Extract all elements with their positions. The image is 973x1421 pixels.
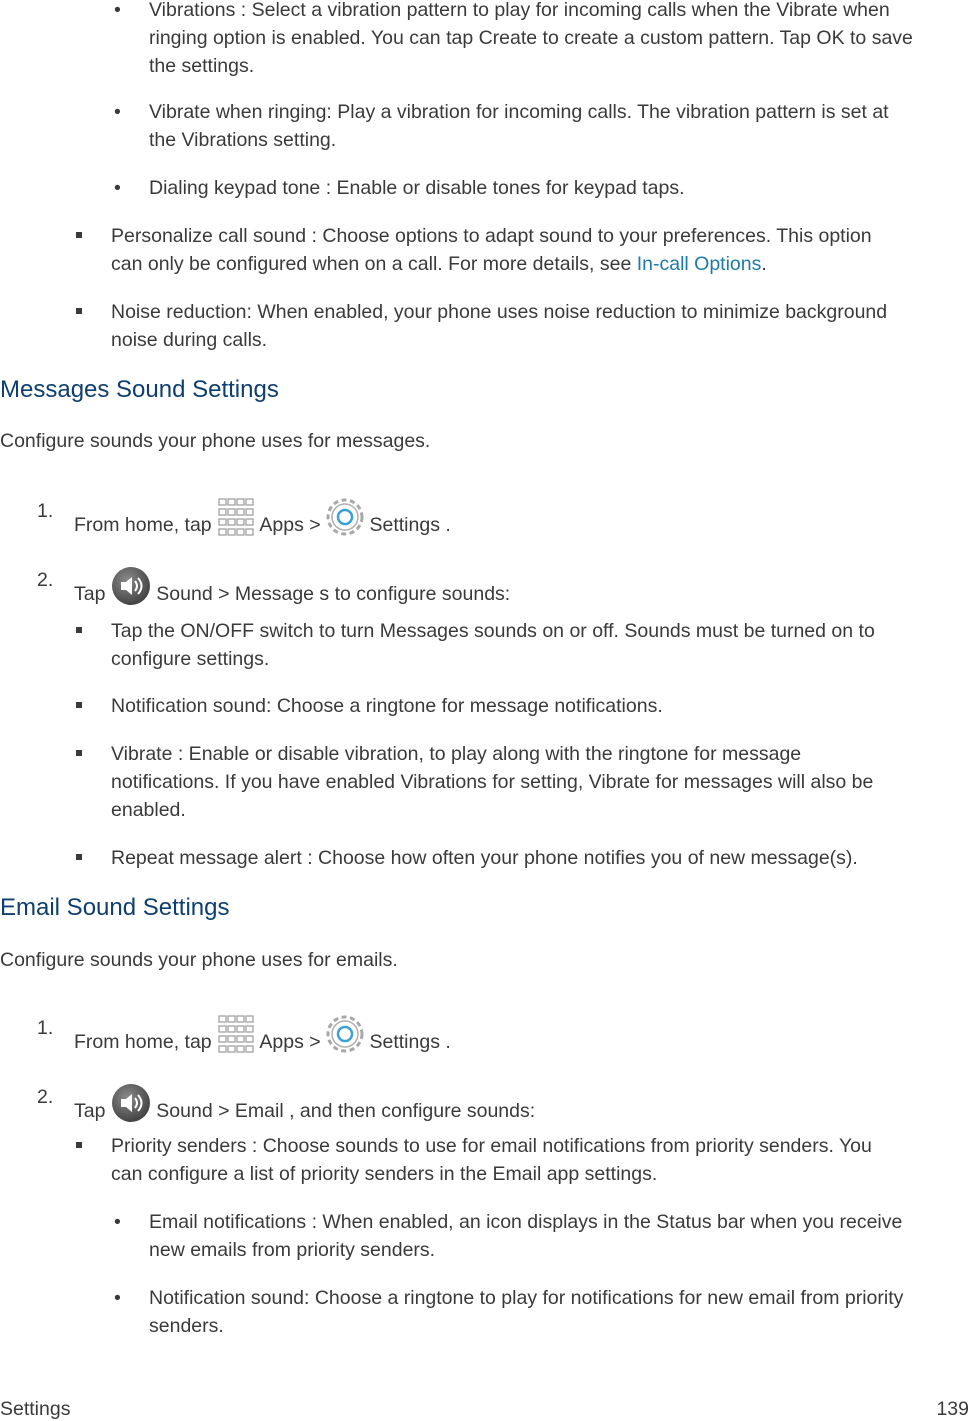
email-notif-sound-text-1: Notification sound: Choose a ringtone to play for notifications for new email from priority — [149, 1287, 904, 1309]
messages-step-1: From home, tap Apps > Settings . — [74, 497, 451, 545]
vibrations-text-2: ringing option is enabled. You can tap Create to create a custom pattern. Tap OK to save — [149, 27, 913, 49]
email-notif-sound-text-2: senders. — [149, 1315, 224, 1337]
bullet-dot: • — [114, 1287, 121, 1309]
msg-vibrate-text-3: enabled. — [111, 799, 186, 821]
bullet-square — [76, 308, 82, 314]
personalize-text-2: can only be configured when on a call. For more details, see In-call Options. — [111, 253, 767, 275]
msg-repeat-text: Repeat message alert : Choose how often your phone notifies you of new message(s). — [111, 847, 858, 869]
bullet-dot: • — [114, 101, 121, 123]
bullet-square — [76, 627, 82, 633]
bullet-square — [76, 750, 82, 756]
apps-grid-icon — [217, 1014, 255, 1062]
noise-text-2: noise during calls. — [111, 329, 268, 351]
messages-heading: Messages Sound Settings — [0, 376, 279, 403]
personalize-text-1: Personalize call sound : Choose options to adapt sound to your preferences. This option — [111, 225, 872, 247]
bullet-square — [76, 854, 82, 860]
msg-onoff-text-1: Tap the ON/OFF switch to turn Messages sounds on or off. Sounds must be turned on to — [111, 620, 875, 642]
settings-gear-icon — [326, 497, 364, 545]
email-notif-text-1: Email notifications : When enabled, an icon displays in the Status bar when you receive — [149, 1211, 903, 1233]
footer-page-number: 139 — [936, 1398, 969, 1420]
bullet-square — [76, 702, 82, 708]
msg-vibrate-text-1: Vibrate : Enable or disable vibration, to play along with the ringtone for message — [111, 743, 802, 765]
settings-gear-icon — [326, 1014, 364, 1062]
bullet-dot: • — [114, 177, 121, 199]
vibrations-text-3: the settings. — [149, 55, 255, 77]
bullet-dot: • — [114, 0, 121, 21]
vibrations-text-1: Vibrations : Select a vibration pattern to play for incoming calls when the Vibrate when — [149, 0, 890, 21]
messages-intro: Configure sounds your phone uses for messages. — [0, 430, 431, 452]
noise-text-1: Noise reduction: When enabled, your phone uses noise reduction to minimize background — [111, 301, 888, 323]
email-priority-text-1: Priority senders : Choose sounds to use for email notifications from priority senders. You — [111, 1135, 872, 1157]
sound-speaker-icon — [111, 1083, 151, 1131]
messages-step-1-number: 1. — [37, 500, 54, 522]
footer-section-name: Settings — [0, 1398, 71, 1420]
bullet-dot: • — [114, 1211, 121, 1233]
dialing-tone-text: Dialing keypad tone : Enable or disable tones for keypad taps. — [149, 177, 685, 199]
sound-speaker-icon — [111, 566, 151, 614]
bullet-square — [76, 1142, 82, 1148]
email-heading: Email Sound Settings — [0, 894, 230, 921]
vibrate-ringing-text-2: the Vibrations setting. — [149, 129, 337, 151]
msg-notif-text: Notification sound: Choose a ringtone for message notifications. — [111, 695, 663, 717]
email-step-2: Tap Sound > Email , and then configure sounds: — [74, 1083, 535, 1131]
email-step-2-number: 2. — [37, 1086, 54, 1108]
msg-vibrate-text-2: notifications. If you have enabled Vibrations for setting, Vibrate for messages will also be — [111, 771, 874, 793]
messages-step-2: Tap Sound > Message s to configure sounds: — [74, 566, 510, 614]
apps-grid-icon — [217, 497, 255, 545]
vibrate-ringing-text-1: Vibrate when ringing: Play a vibration for incoming calls. The vibration pattern is set at — [149, 101, 889, 123]
email-step-1-number: 1. — [37, 1017, 54, 1039]
email-notif-text-2: new emails from priority senders. — [149, 1239, 436, 1261]
email-priority-text-2: can configure a list of priority senders in the Email app settings. — [111, 1163, 658, 1185]
msg-onoff-text-2: configure settings. — [111, 648, 270, 670]
email-step-1: From home, tap Apps > Settings . — [74, 1014, 451, 1062]
email-intro: Configure sounds your phone uses for emails. — [0, 949, 398, 971]
in-call-options-link[interactable]: In-call Options — [636, 253, 762, 275]
bullet-square — [76, 232, 82, 238]
messages-step-2-number: 2. — [37, 569, 54, 591]
